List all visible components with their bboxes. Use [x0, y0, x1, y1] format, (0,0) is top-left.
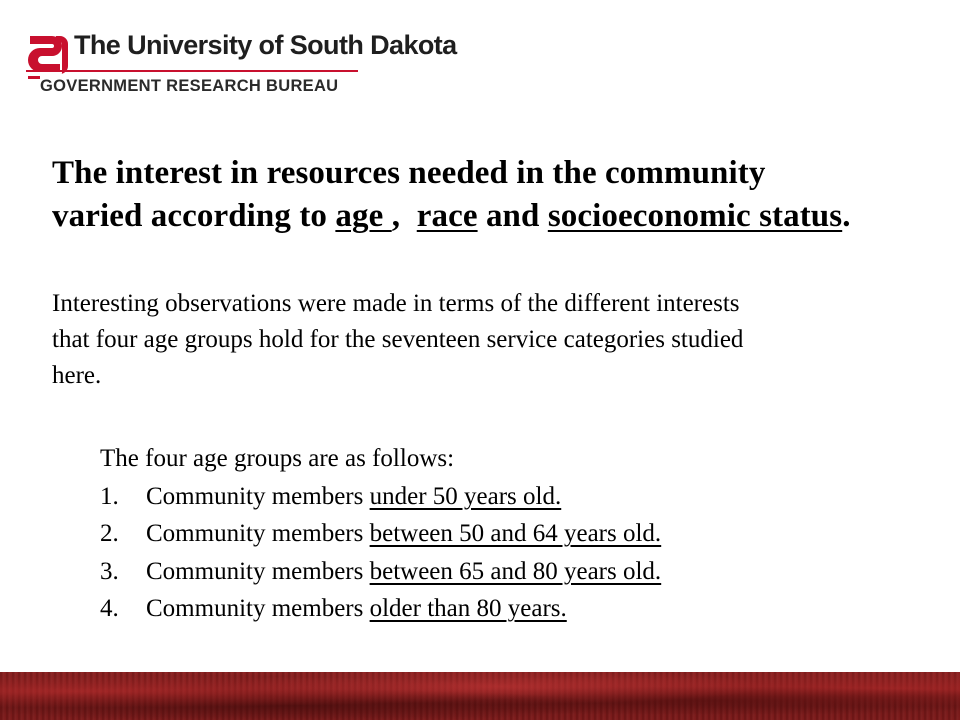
item-age-range: older than 80 years.	[369, 595, 567, 622]
list-item	[100, 478, 920, 516]
age-groups-section	[100, 440, 920, 628]
intro-line-3: here.	[52, 362, 102, 389]
logo-divider	[26, 70, 358, 72]
headline-line-2	[52, 195, 952, 238]
item-number: 2.	[100, 520, 119, 547]
usd-monogram-icon	[26, 30, 68, 80]
list-item	[100, 515, 920, 553]
bureau-name: GOVERNMENT RESEARCH BUREAU	[40, 77, 339, 95]
intro-line-1: Interesting observations were made in terms of the different interests	[52, 290, 740, 317]
intro-line-2: that four age groups hold for the seventeen service categories studied	[52, 326, 744, 353]
headline-line-1: The interest in resources needed in the community	[52, 155, 766, 191]
item-age-range: under 50 years old.	[369, 482, 562, 510]
university-logo	[22, 18, 457, 102]
headline-period: .	[842, 198, 851, 234]
list-item	[100, 553, 920, 591]
item-number: 3.	[100, 557, 119, 585]
item-prefix: Community members	[146, 520, 370, 547]
item-age-range: between 65 and 80 years old.	[369, 557, 662, 585]
age-groups-intro: The four age groups are as follows:	[100, 445, 455, 472]
slide-headline	[52, 152, 952, 238]
term-race: race	[416, 198, 478, 234]
item-prefix: Community members	[146, 557, 370, 585]
item-prefix: Community members	[146, 482, 370, 510]
item-number: 1.	[100, 482, 119, 510]
term-socioeconomic-status: socioeconomic status	[547, 198, 843, 234]
headline-prefix: varied according to	[52, 198, 336, 234]
footer-texture-band	[0, 672, 960, 720]
item-prefix: Community members	[146, 595, 370, 622]
age-groups-list	[100, 478, 920, 628]
university-name: The University of South Dakota	[74, 30, 457, 60]
item-age-range: between 50 and 64 years old.	[369, 520, 662, 547]
headline-separator-2: and	[477, 198, 548, 234]
list-item	[100, 590, 920, 628]
intro-paragraph	[52, 286, 942, 394]
item-number: 4.	[100, 595, 119, 622]
term-age: age	[335, 198, 392, 234]
headline-separator-1: ,	[391, 198, 417, 234]
